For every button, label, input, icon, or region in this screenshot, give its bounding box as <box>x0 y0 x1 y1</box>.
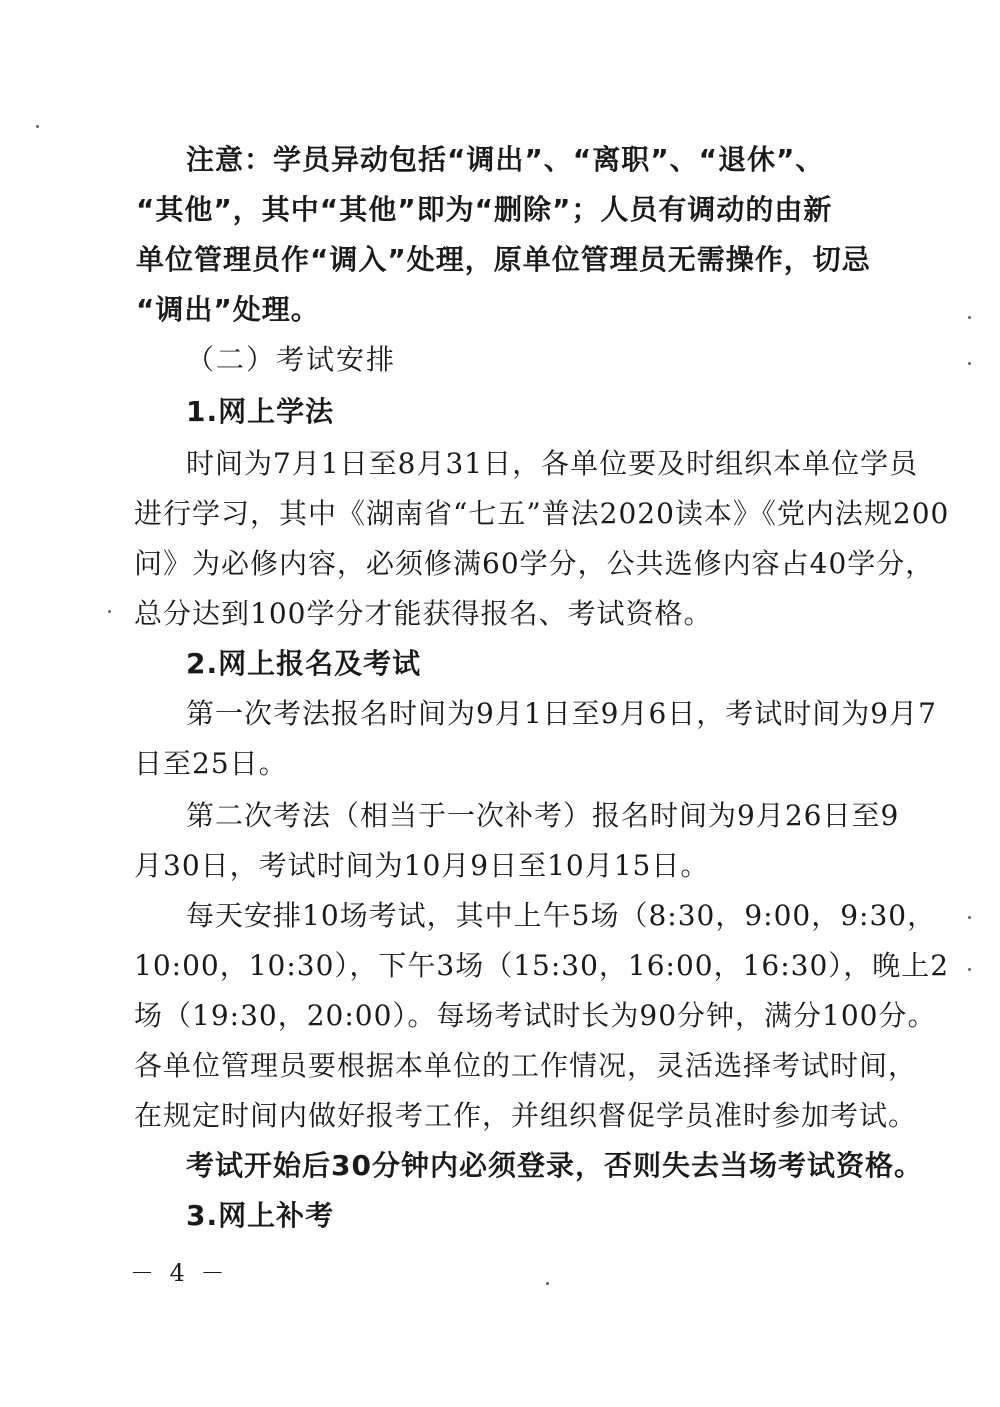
subsection-2-p1-line-2: 日至25日。 <box>134 747 288 780</box>
subsection-2-p3-line-2: 10:00，10:30），下午3场（15:30，16:00，16:30），晚上2 <box>134 949 950 982</box>
notice-line-4: “调出”处理。 <box>136 293 320 326</box>
subsection-2-p3-line-4: 各单位管理员要根据本单位的工作情况，灵活选择考试时间， <box>134 1049 918 1082</box>
scan-speck <box>36 125 39 128</box>
scan-speck <box>968 362 971 365</box>
scan-speck <box>968 916 971 919</box>
page-number: － 4 － <box>130 1259 229 1287</box>
notice-line-1: 注意：学员异动包括“调出”、“离职”、“退休”、 <box>186 143 825 176</box>
scan-speck <box>968 968 971 971</box>
subsection-2-p3-line-1: 每天安排10场考试，其中上午5场（8:30，9:00，9:30， <box>186 899 937 932</box>
subsection-1-line-3: 问》为必修内容，必须修满60学分，公共选修内容占40学分， <box>134 547 935 580</box>
notice-line-2: “其他”，其中“其他”即为“删除”；人员有调动的由新 <box>136 193 833 226</box>
subsection-1-line-2: 进行学习，其中《湖南省“七五”普法2020读本》《党内法规200 <box>134 497 950 530</box>
scan-speck <box>968 316 971 319</box>
scan-speck <box>108 610 111 613</box>
subsection-3-heading: 3.网上补考 <box>186 1199 335 1232</box>
subsection-2-p2-line-1: 第二次考法（相当于一次补考）报名时间为9月26日至9 <box>186 799 900 832</box>
subsection-1-heading: 1.网上学法 <box>186 395 335 428</box>
subsection-1-line-4: 总分达到100学分才能获得报名、考试资格。 <box>134 597 713 630</box>
subsection-2-heading: 2.网上报名及考试 <box>186 647 422 680</box>
subsection-2-p3-line-3: 场（19:30，20:00）。每场考试时长为90分钟，满分100分。 <box>134 999 937 1032</box>
subsection-2-p2-line-2: 月30日，考试时间为10月9日至10月15日。 <box>134 849 710 882</box>
section-title: （二）考试安排 <box>186 343 397 376</box>
notice-line-3: 单位管理员作“调入”处理，原单位管理员无需操作，切忌 <box>136 243 871 276</box>
scan-speck <box>546 1282 549 1285</box>
subsection-2-p1-line-1: 第一次考法报名时间为9月1日至9月6日，考试时间为9月7 <box>186 697 937 730</box>
subsection-2-bold-note: 考试开始后30分钟内必须登录，否则失去当场考试资格。 <box>186 1149 923 1182</box>
subsection-2-p3-line-5: 在规定时间内做好报考工作，并组织督促学员准时参加考试。 <box>134 1099 918 1132</box>
subsection-1-line-1: 时间为7月1日至8月31日，各单位要及时组织本单位学员 <box>186 447 919 480</box>
